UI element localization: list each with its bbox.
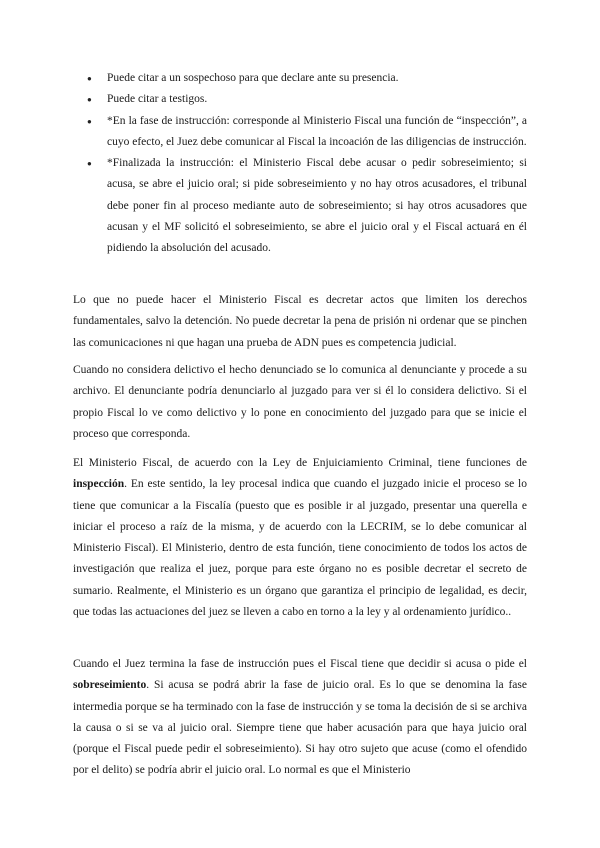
paragraph-text: Cuando el Juez termina la fase de instrucción pues el Fiscal tiene que decidir si acusa o pide el — [73, 658, 527, 670]
paragraph-text: El Ministerio Fiscal, de acuerdo con la Ley de Enjuiciamiento Criminal, tiene funciones de — [73, 457, 527, 469]
bullet-item: ● Puede citar a un sospechoso para que declare ante su presencia. — [87, 68, 527, 89]
bullet-item: ● *Finalizada la instrucción: el Ministerio Fiscal debe acusar o pedir sobreseimiento; si acusa, se abre el juicio oral; si pide sobreseimiento y no hay otros acusadores, el tribunal debe poner fin al proceso mediante auto de sobreseimiento; si hay otros acusadores que acusan y el MF solicitó el sobreseimiento, se abre el juicio oral y el Fiscal actuará en él pidiendo la absolución del acusado. — [87, 153, 527, 259]
bullet-list — [87, 68, 527, 260]
bullet-item: ● Puede citar a testigos. — [87, 89, 527, 110]
paragraph-fiscal-limits: Lo que no puede hacer el Ministerio Fiscal es decretar actos que limiten los derechos fundamentales, salvo la detención. No puede decretar la pena de prisión ni ordenar que se pinchen las comunicaciones ni que hagan una prueba de ADN pues es competencia judicial. — [73, 294, 527, 349]
bold-term-sobreseimiento: sobreseimiento — [73, 679, 147, 692]
bullet-item: ● *En la fase de instrucción: corresponde al Ministerio Fiscal una función de “inspección”, a cuyo efecto, el Juez debe comunicar al Fiscal la incoación de las diligencias de instrucción. — [87, 111, 527, 154]
paragraph-archive: Cuando no considera delictivo el hecho denunciado se lo comunica al denunciante y procede a su archivo. El denunciante podría denunciarlo al juzgado para ver si él lo considera delictivo. Si el propio Fiscal lo ve como delictivo y lo pone en conocimiento del juzgado para que se inicie el proceso que corresponda. — [73, 364, 527, 440]
paragraph-inspection — [73, 453, 527, 623]
paragraph-text: . En este sentido, la ley procesal indica que cuando el juzgado inicie el proceso se lo tiene que comunicar a la Fiscalía (puesto que es posible ir al juzgado, presentar una querella e iniciar el proceso a raíz de la misma, y de acuerdo con la LECRIM, se lo debe comunicar al Ministerio Fiscal). El Ministerio, dentro de esta función, tiene conocimiento de todos los actos de investigación que realiza el juez, porque para este órgano no es posible decretar el secreto de sumario. Realmente, el Ministerio es un órgano que garantiza el principio de legalidad, es decir, que todas las actuaciones del juez se lleven a cabo en torno a la ley y al ordenamiento jurídico.. — [73, 478, 527, 619]
bold-term-inspection: inspección — [73, 478, 125, 491]
paragraph-text: . Si acusa se podrá abrir la fase de juicio oral. Es lo que se denomina la fase intermedia porque se ha terminado con la fase de instrucción y se toma la decisión de si se archiva la causa o si se va al juicio oral. Siempre tiene que haber acusación para que haya juicio oral (porque el Fiscal puede pedir el sobreseimiento). Si hay otro sujeto que acuse (como el ofendido por el delito) se podría abrir el juicio oral. Lo normal es que el Ministerio — [73, 679, 527, 777]
paragraph-dismissal — [73, 654, 527, 782]
